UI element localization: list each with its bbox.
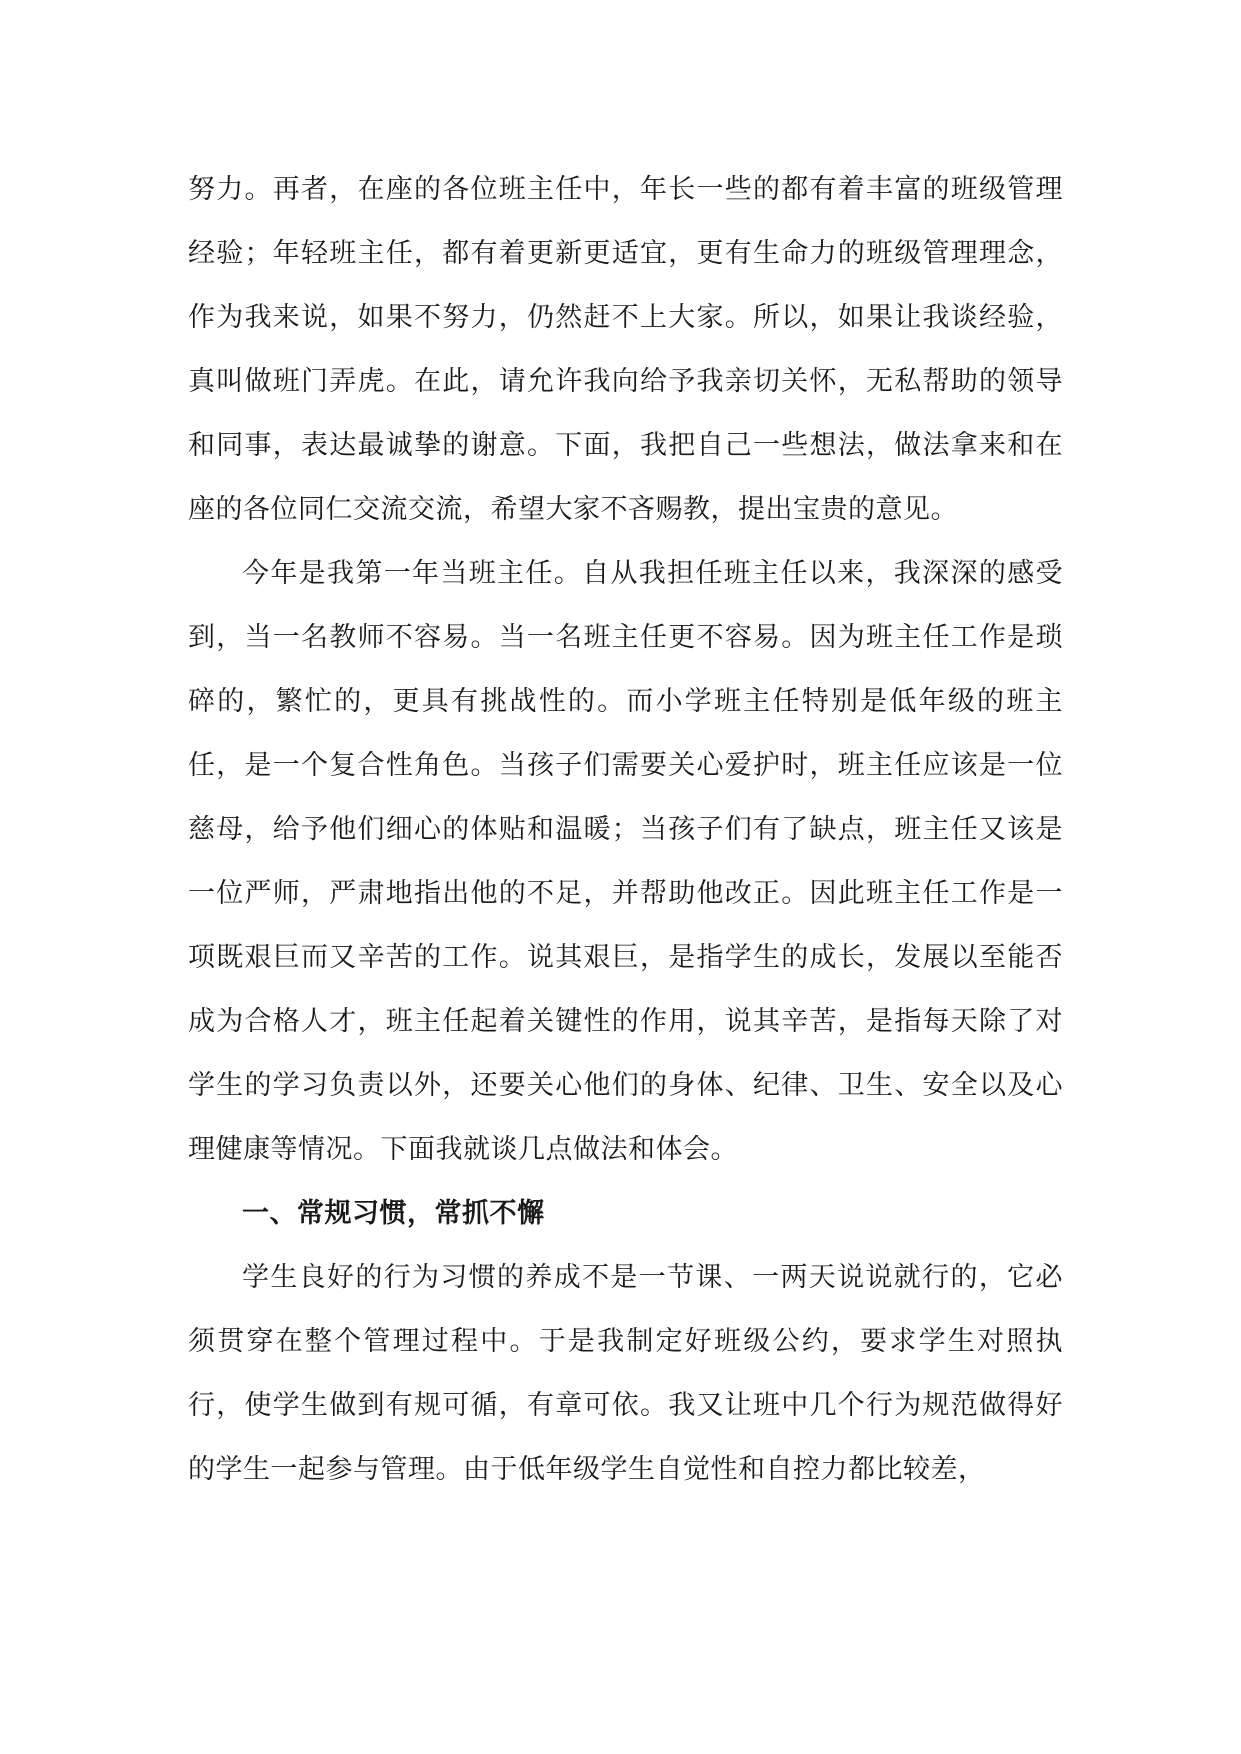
document-body <box>188 158 1063 1502</box>
paragraph-first-year: 今年是我第一年当班主任。自从我担任班主任以来，我深深的感受到，当一名教师不容易。当一名班主任更不容易。因为班主任工作是琐碎的，繁忙的，更具有挑战性的。而小学班主任特别是低年级的班主任，是一个复合性角色。当孩子们需要关心爱护时，班主任应该是一位慈母，给予他们细心的体贴和温暖；当孩子们有了缺点，班主任又该是一位严师，严肃地指出他的不足，并帮助他改正。因此班主任工作是一项既艰巨而又辛苦的工作。说其艰巨，是指学生的成长，发展以至能否成为合格人才，班主任起着关键性的作用，说其辛苦，是指每天除了对学生的学习负责以外，还要关心他们的身体、纪律、卫生、安全以及心理健康等情况。下面我就谈几点做法和体会。 <box>188 558 1063 1165</box>
paragraph-continuation: 努力。再者，在座的各位班主任中，年长一些的都有着丰富的班级管理经验；年轻班主任，都有着更新更适宜，更有生命力的班级管理理念，作为我来说，如果不努力，仍然赶不上大家。所以，如果让我谈经验，真叫做班门弄虎。在此，请允许我向给予我亲切关怀，无私帮助的领导和同事，表达最诚挚的谢意。下面，我把自己一些想法，做法拿来和在座的各位同仁交流交流，希望大家不吝赐教，提出宝贵的意见。 <box>188 174 1063 525</box>
paragraph-habits: 学生良好的行为习惯的养成不是一节课、一两天说说就行的，它必须贯穿在整个管理过程中。于是我制定好班级公约，要求学生对照执行，使学生做到有规可循，有章可依。我又让班中几个行为规范做得好的学生一起参与管理。由于低年级学生自觉性和自控力都比较差， <box>188 1262 1063 1485</box>
section-heading-1: 一、常规习惯，常抓不懈 <box>242 1198 545 1229</box>
